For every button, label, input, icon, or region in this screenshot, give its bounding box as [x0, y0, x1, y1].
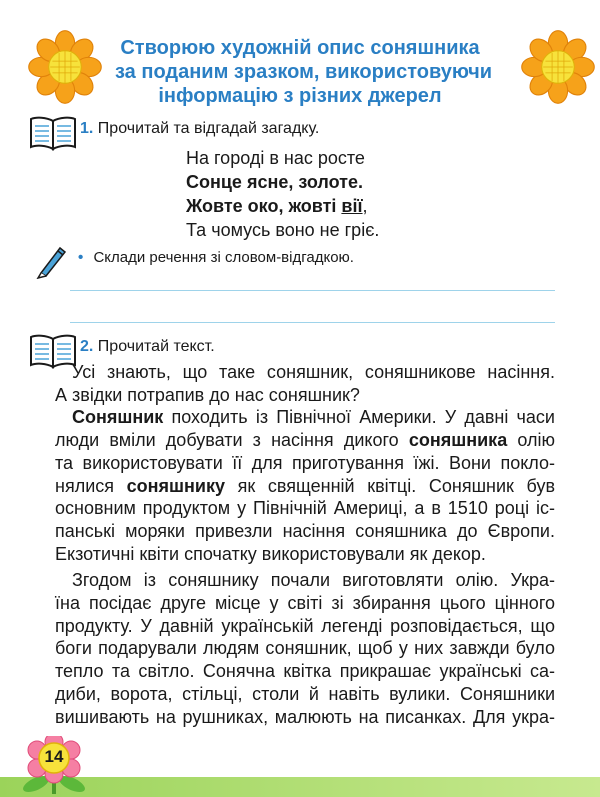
riddle-line: Та чомусь воно не гріє. — [186, 220, 380, 240]
riddle-line: Сонце ясне, золоте. — [186, 172, 363, 192]
task-number: 1. — [80, 120, 94, 137]
lesson-title — [115, 36, 493, 108]
text-line: диби, ворота, стільці, столи й навіть вулики. Соняшники — [55, 683, 555, 704]
bold-term: соняшнику — [126, 475, 225, 496]
text-span: олію — [507, 430, 555, 451]
answer-line[interactable] — [70, 290, 555, 291]
text-span: нялися — [55, 475, 127, 496]
riddle-text: , — [362, 196, 368, 216]
text-line: Екзотичні квіти спочатку використовували як декор. — [55, 543, 486, 564]
task-instruction: Прочитай текст. — [97, 338, 215, 355]
task-1-heading — [80, 120, 319, 138]
riddle-text: вії — [341, 196, 363, 216]
riddle — [186, 146, 379, 242]
text-span: як священній квітці. Соняшник був — [225, 475, 556, 496]
bullet: • — [78, 249, 84, 266]
answer-line[interactable] — [70, 322, 555, 323]
text-line: вишивають на рушниках, малюють на писанках. Для укра- — [55, 706, 555, 727]
title-line: Створюю художній опис соняшника — [120, 37, 480, 59]
title-line: за поданим зразком, використовуючи — [115, 61, 493, 83]
riddle-line — [186, 194, 379, 218]
text-span: люди вміли добувати з насіння дикого — [55, 430, 409, 451]
bold-term: соняшника — [408, 430, 508, 451]
text-line: боги подарували людям соняшник, щоб у них завжди було — [55, 638, 555, 659]
text-span: походить із Північної Америки. У давні часи — [163, 407, 555, 428]
text-line: панські моряки привезли насіння соняшника до Європи. — [55, 520, 555, 541]
task-2-heading — [80, 338, 215, 356]
text-line: Згодом із соняшнику почали виготовляти олію. Укра- — [72, 570, 555, 591]
text-line: А звідки потрапив до нас соняшник? — [55, 384, 360, 405]
riddle-text: Жовте око, жовті — [186, 196, 342, 216]
page-number: 14 — [44, 747, 64, 766]
text-line — [55, 429, 555, 452]
text-line: тепло та світло. Сонячна квітка прикрашає українські са- — [55, 661, 555, 682]
text-line: основним продуктом у Північній Америці, а в 1510 році іс- — [55, 498, 555, 519]
reading-text — [55, 361, 555, 728]
text-line — [55, 406, 555, 429]
text-line: Усі знають, що таке соняшник, соняшникове насіння. — [72, 362, 555, 382]
task-instruction: Прочитай та відгадай загадку. — [97, 120, 320, 137]
subtask-text: Склади речення зі словом-відгадкою. — [93, 249, 354, 266]
riddle-line: На городі в нас росте — [186, 148, 365, 168]
sunflower-icon — [521, 30, 595, 104]
text-line — [55, 475, 555, 498]
text-line: та використовувати її для приготування їжі. Вони покло- — [55, 452, 555, 473]
sunflower-icon — [28, 30, 102, 104]
text-line: їна посідає друге місце у світі зі збирання цього цінного — [55, 593, 555, 614]
task-number: 2. — [80, 338, 94, 355]
bold-term: Соняшник — [72, 407, 164, 428]
text-line: продукту. У давній українській легенді розповідається, що — [55, 615, 555, 636]
subtask — [78, 249, 354, 266]
title-line: інформацію з різних джерел — [158, 85, 442, 107]
pen-icon — [33, 243, 69, 279]
book-icon — [28, 115, 78, 151]
